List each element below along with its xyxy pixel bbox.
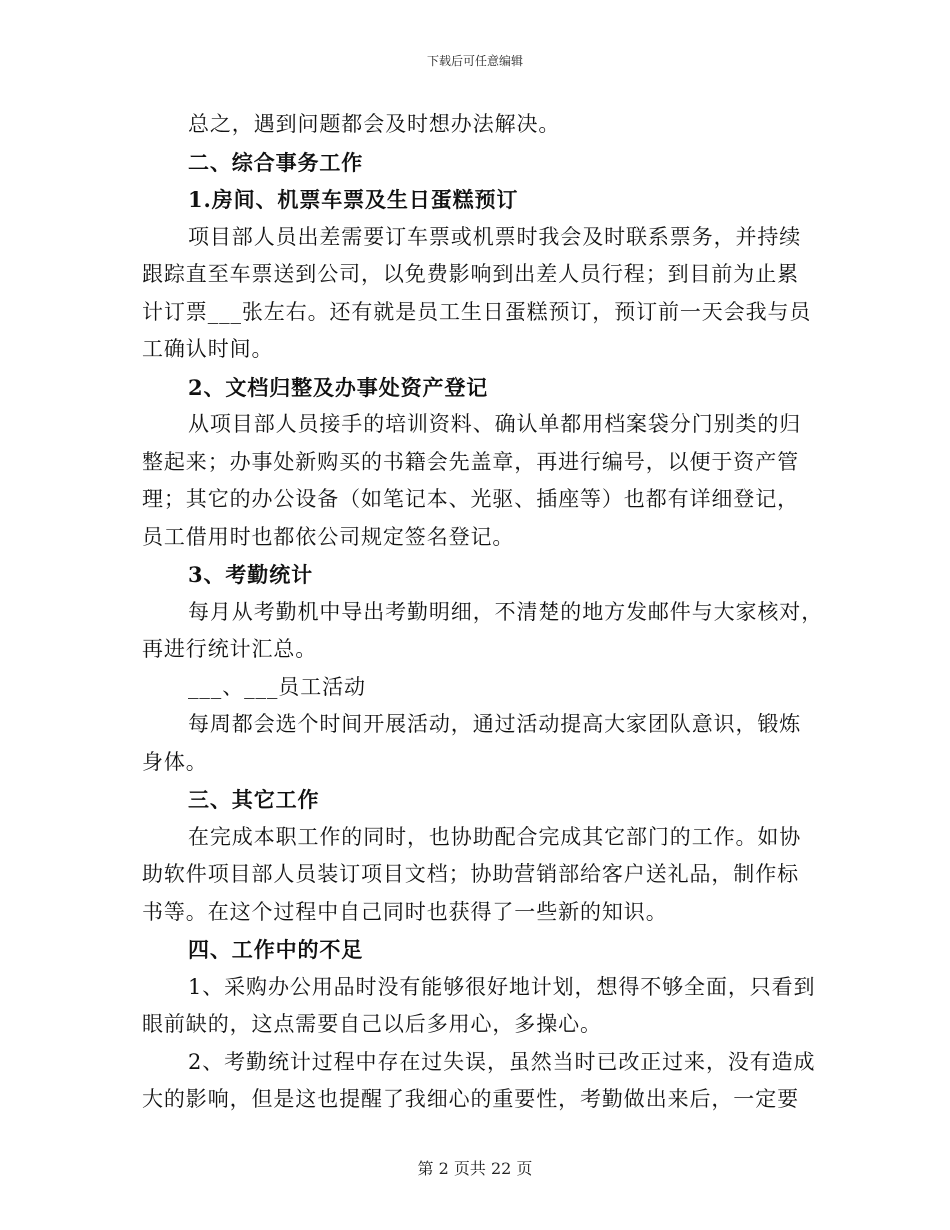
document-body	[142, 106, 824, 1119]
paragraph-line: 总之，遇到问题都会及时想办法解决。	[188, 112, 561, 136]
paragraph-line: ___、___员工活动	[188, 674, 366, 699]
paragraph-line: 员工借用时也都依公司规定签名登记。	[142, 524, 515, 549]
section-heading: 2、文档归整及办事处资产登记	[188, 374, 489, 400]
paragraph-line: 工确认时间。	[142, 337, 274, 361]
paragraph-line: 身体。	[142, 749, 208, 774]
paragraph-line: 整起来；办事处新购买的书籍会先盖章，再进行编号，以便于资产管	[142, 449, 799, 474]
paragraph-line: 每月从考勤机中导出考勤明细，不清楚的地方发邮件与大家核对，	[188, 599, 824, 624]
paragraph-line: 助软件项目部人员装订项目文档；协助营销部给客户送礼品，制作标	[142, 862, 799, 886]
paragraph-line: 跟踪直至车票送到公司，以免费影响到出差人员行程；到目前为止累	[142, 262, 799, 286]
page-footer: 第 2 页共 22 页	[417, 1159, 533, 1178]
page-header: 下载后可任意编辑	[426, 54, 523, 68]
section-heading: 四、工作中的不足	[188, 937, 364, 962]
paragraph-line: 项目部人员出差需要订车票或机票时我会及时联系票务，并持续	[188, 224, 802, 249]
section-heading: 1.房间、机票车票及生日蛋糕预订	[188, 187, 519, 212]
paragraph-line: 理；其它的办公设备（如笔记本、光驱、插座等）也都有详细登记，	[142, 487, 799, 511]
paragraph-line: 1、采购办公用品时没有能够很好地计划，想得不够全面，只看到	[188, 974, 816, 999]
paragraph-line: 从项目部人员接手的培训资料、确认单都用档案袋分门别类的归	[188, 412, 802, 436]
paragraph-line: 眼前缺的，这点需要自己以后多用心，多操心。	[142, 1012, 602, 1036]
paragraph-line: 2、考勤统计过程中存在过失误，虽然当时已改正过来，没有造成	[188, 1049, 816, 1074]
section-heading: 3、考勤统计	[188, 562, 314, 587]
paragraph-line: 计订票___张左右。还有就是员工生日蛋糕预订，预订前一天会我与员	[142, 299, 812, 324]
paragraph-line: 大的影响，但是这也提醒了我细心的重要性，考勤做出来后，一定要	[142, 1087, 799, 1111]
paragraph-line: 书等。在这个过程中自己同时也获得了一些新的知识。	[142, 899, 668, 924]
paragraph-line: 每周都会选个时间开展活动，通过活动提高大家团队意识，锻炼	[188, 712, 802, 736]
section-heading: 二、综合事务工作	[188, 149, 364, 175]
paragraph-line: 在完成本职工作的同时，也协助配合完成其它部门的工作。如协	[188, 824, 802, 849]
section-heading: 三、其它工作	[188, 787, 320, 812]
paragraph-line: 再进行统计汇总。	[142, 637, 318, 661]
